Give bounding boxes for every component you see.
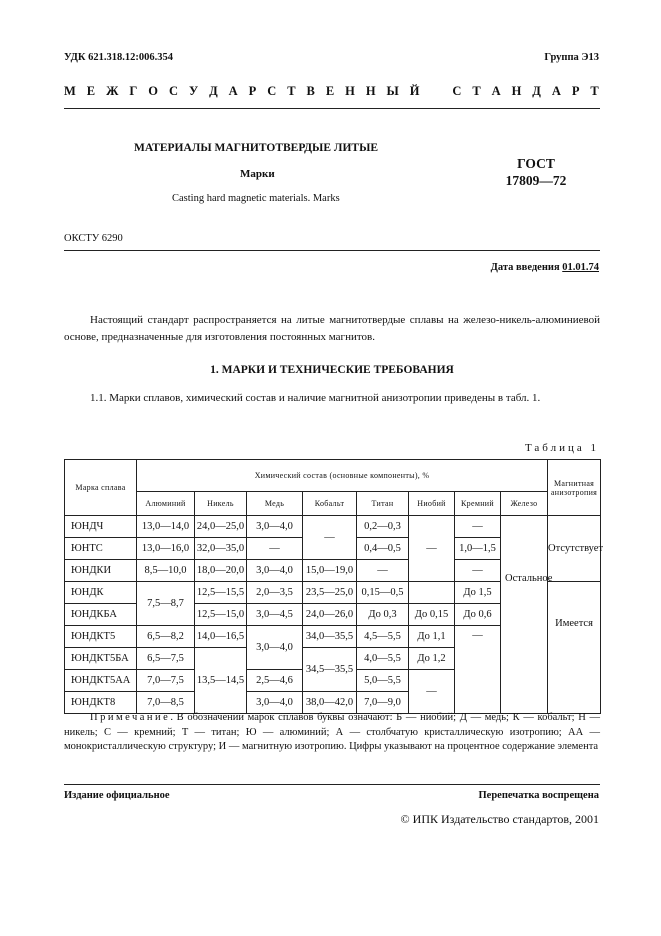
- grade-cell: ЮНДЧ: [65, 516, 137, 538]
- gost-designation: [495, 155, 577, 189]
- grade-cell: ЮНДКБА: [65, 604, 137, 626]
- heading-letter: Т: [590, 84, 599, 98]
- udk-code: УДК 621.318.12:006.354: [64, 52, 173, 63]
- heading-letter: С: [168, 84, 179, 98]
- group-code: Группа Э13: [544, 52, 599, 63]
- header-col: Медь: [247, 492, 303, 516]
- table-row: [65, 516, 601, 538]
- table-cell: 3,0—4,5: [247, 604, 303, 626]
- section-heading: 1. МАРКИ И ТЕХНИЧЕСКИЕ ТРЕБОВАНИЯ: [210, 364, 454, 376]
- heading-letter: Т: [287, 84, 296, 98]
- okstu-rule: [64, 250, 600, 251]
- table-cell: 3,0—4,0: [247, 560, 303, 582]
- table-cell: —: [247, 538, 303, 560]
- table-caption: Таблица 1: [524, 442, 599, 454]
- table-cell: —: [303, 516, 357, 560]
- table-cell: 15,0—19,0: [303, 560, 357, 582]
- header-rule: [64, 108, 600, 109]
- table-cell: 7,5—8,7: [137, 582, 195, 626]
- okstu-code: ОКСТУ 6290: [64, 233, 123, 244]
- table-cell: —: [409, 670, 455, 714]
- heading-letter: О: [148, 84, 159, 98]
- header-col: Титан: [357, 492, 409, 516]
- heading-letter: Н: [345, 84, 355, 98]
- table-cell: 24,0—26,0: [303, 604, 357, 626]
- table-cell: 13,0—16,0: [137, 538, 195, 560]
- table-cell: До 1,2: [409, 648, 455, 670]
- heading-letter: Д: [532, 84, 541, 98]
- table-cell: 5,0—5,5: [357, 670, 409, 692]
- table-cell: 2,0—3,5: [247, 582, 303, 604]
- grade-cell: ЮНДКТ5БА: [65, 648, 137, 670]
- heading-letter: Й: [409, 84, 420, 98]
- table-cell: 0,15—0,5: [357, 582, 409, 604]
- heading-letter: Ы: [386, 84, 399, 98]
- date-value: 01.01.74: [562, 262, 599, 273]
- table-cell: 6,5—8,2: [137, 626, 195, 648]
- alloy-composition-table: [64, 459, 604, 714]
- heading-letter: Г: [129, 84, 138, 98]
- table-cell: До 0,3: [357, 604, 409, 626]
- table-cell: 18,0—20,0: [195, 560, 247, 582]
- iron-remainder-label: Остальное: [505, 573, 553, 584]
- header-col: Железо: [501, 492, 548, 516]
- table-cell: —: [357, 560, 409, 582]
- document-title-english: Casting hard magnetic materials. Marks: [172, 193, 340, 204]
- table-cell: —: [455, 516, 501, 538]
- table-cell: —: [409, 516, 455, 582]
- gost-number: 17809—72: [505, 173, 567, 188]
- table-cell: 0,2—0,3: [357, 516, 409, 538]
- interstate-standard-heading: [64, 84, 599, 99]
- table-cell: 32,0—35,0: [195, 538, 247, 560]
- intro-paragraph: Настоящий стандарт распространяется на литые магнитотвердые сплавы на железо-никель-алюминиевой основе, предназначенные для изготовления постоянных магнитов.: [64, 314, 600, 343]
- header-col: Никель: [195, 492, 247, 516]
- gost-label: ГОСТ: [517, 156, 555, 171]
- header-col: Ниобий: [409, 492, 455, 516]
- footer-rule: [64, 784, 600, 785]
- table-cell: 2,5—4,6: [247, 670, 303, 692]
- heading-letter: В: [306, 84, 315, 98]
- note-label: Примечание: [90, 712, 171, 723]
- table-cell: —: [455, 626, 501, 714]
- table-cell: 38,0—42,0: [303, 692, 357, 714]
- table-cell: Имеется: [548, 582, 601, 714]
- date-label: Дата введения: [490, 262, 560, 273]
- header-chemical-composition: Химический состав (основные компоненты), %: [137, 460, 548, 492]
- reprint-prohibited: Перепечатка воспрещена: [478, 790, 599, 801]
- table-cell: До 1,5: [455, 582, 501, 604]
- table-cell: [501, 516, 548, 714]
- table-cell: 24,0—25,0: [195, 516, 247, 538]
- table-cell: 13,0—14,0: [137, 516, 195, 538]
- table-cell: —: [455, 560, 501, 582]
- table-cell: 7,0—7,5: [137, 670, 195, 692]
- table-cell: 7,0—8,5: [137, 692, 195, 714]
- table-cell: 34,0—35,5: [303, 626, 357, 648]
- table-cell: 8,5—10,0: [137, 560, 195, 582]
- official-edition: Издание официальное: [64, 790, 170, 801]
- table-cell: 12,5—15,0: [195, 604, 247, 626]
- table-cell: Отсутствует: [548, 516, 601, 582]
- header-col: Алюминий: [137, 492, 195, 516]
- heading-letter: У: [188, 84, 199, 98]
- document-subtitle: Марки: [240, 168, 275, 180]
- document-title: МАТЕРИАЛЫ МАГНИТОТВЕРДЫЕ ЛИТЫЕ: [134, 142, 379, 154]
- note-text: . В обозначении марок сплавов буквы означают: Б — ниобий; Д — медь; К — кобальт; Н — никель; С — кремний; Т — титан; Ю — алюминий; А — столбчатую кристаллическую изотропию; АА — монокристаллическую структуру; И — магнитную изотропию. Цифры указывают на процентное содержание элемента: [64, 712, 600, 752]
- heading-letter: Н: [365, 84, 376, 98]
- table-cell: [409, 582, 455, 604]
- table-note: [64, 711, 600, 755]
- header-col: Кобальт: [303, 492, 357, 516]
- table-cell: 1,0—1,5: [455, 538, 501, 560]
- table-cell: 7,0—9,0: [357, 692, 409, 714]
- table-cell: До 0,15: [409, 604, 455, 626]
- grade-cell: ЮНДКИ: [65, 560, 137, 582]
- heading-letter: Р: [571, 84, 580, 98]
- table-cell: 3,0—4,0: [247, 626, 303, 670]
- heading-letter: А: [551, 84, 561, 98]
- table-cell: 4,5—5,5: [357, 626, 409, 648]
- heading-letter: Е: [325, 84, 335, 98]
- heading-letter: Д: [209, 84, 218, 98]
- heading-letter: Т: [472, 84, 481, 98]
- table-cell: 4,0—5,5: [357, 648, 409, 670]
- grade-cell: ЮНДКТ5: [65, 626, 137, 648]
- clause-paragraph: 1.1. Марки сплавов, химический состав и наличие магнитной анизотропии приведены в табл. 1.: [90, 392, 541, 404]
- table-cell: 6,5—7,5: [137, 648, 195, 670]
- copyright: © ИПК Издательство стандартов, 2001: [400, 812, 599, 826]
- table-cell: 12,5—15,5: [195, 582, 247, 604]
- table-cell: 34,5—35,5: [303, 648, 357, 692]
- table-cell: 3,0—4,0: [247, 516, 303, 538]
- header-grade: Марка сплава: [65, 460, 137, 516]
- table-cell: 14,0—16,5: [195, 626, 247, 648]
- grade-cell: ЮНДКТ5АА: [65, 670, 137, 692]
- table-cell: 3,0—4,0: [247, 692, 303, 714]
- heading-letter: Ж: [106, 84, 119, 98]
- grade-cell: ЮНТС: [65, 538, 137, 560]
- heading-letter: А: [228, 84, 238, 98]
- grade-cell: ЮНДК: [65, 582, 137, 604]
- heading-letter: М: [64, 84, 76, 98]
- header-anisotropy: Магнитная анизотропия: [548, 460, 601, 516]
- table-cell: До 1,1: [409, 626, 455, 648]
- header-col: Кремний: [455, 492, 501, 516]
- table-cell: До 0,6: [455, 604, 501, 626]
- heading-letter: С: [267, 84, 277, 98]
- heading-letter: Н: [511, 84, 522, 98]
- heading-letter: С: [452, 84, 462, 98]
- table-cell: 13,5—14,5: [195, 648, 247, 714]
- heading-letter: Р: [248, 84, 257, 98]
- heading-letter: А: [491, 84, 501, 98]
- heading-letter: Е: [86, 84, 96, 98]
- table-cell: 0,4—0,5: [357, 538, 409, 560]
- grade-cell: ЮНДКТ8: [65, 692, 137, 714]
- introduction-date: [491, 262, 599, 273]
- table-cell: 23,5—25,0: [303, 582, 357, 604]
